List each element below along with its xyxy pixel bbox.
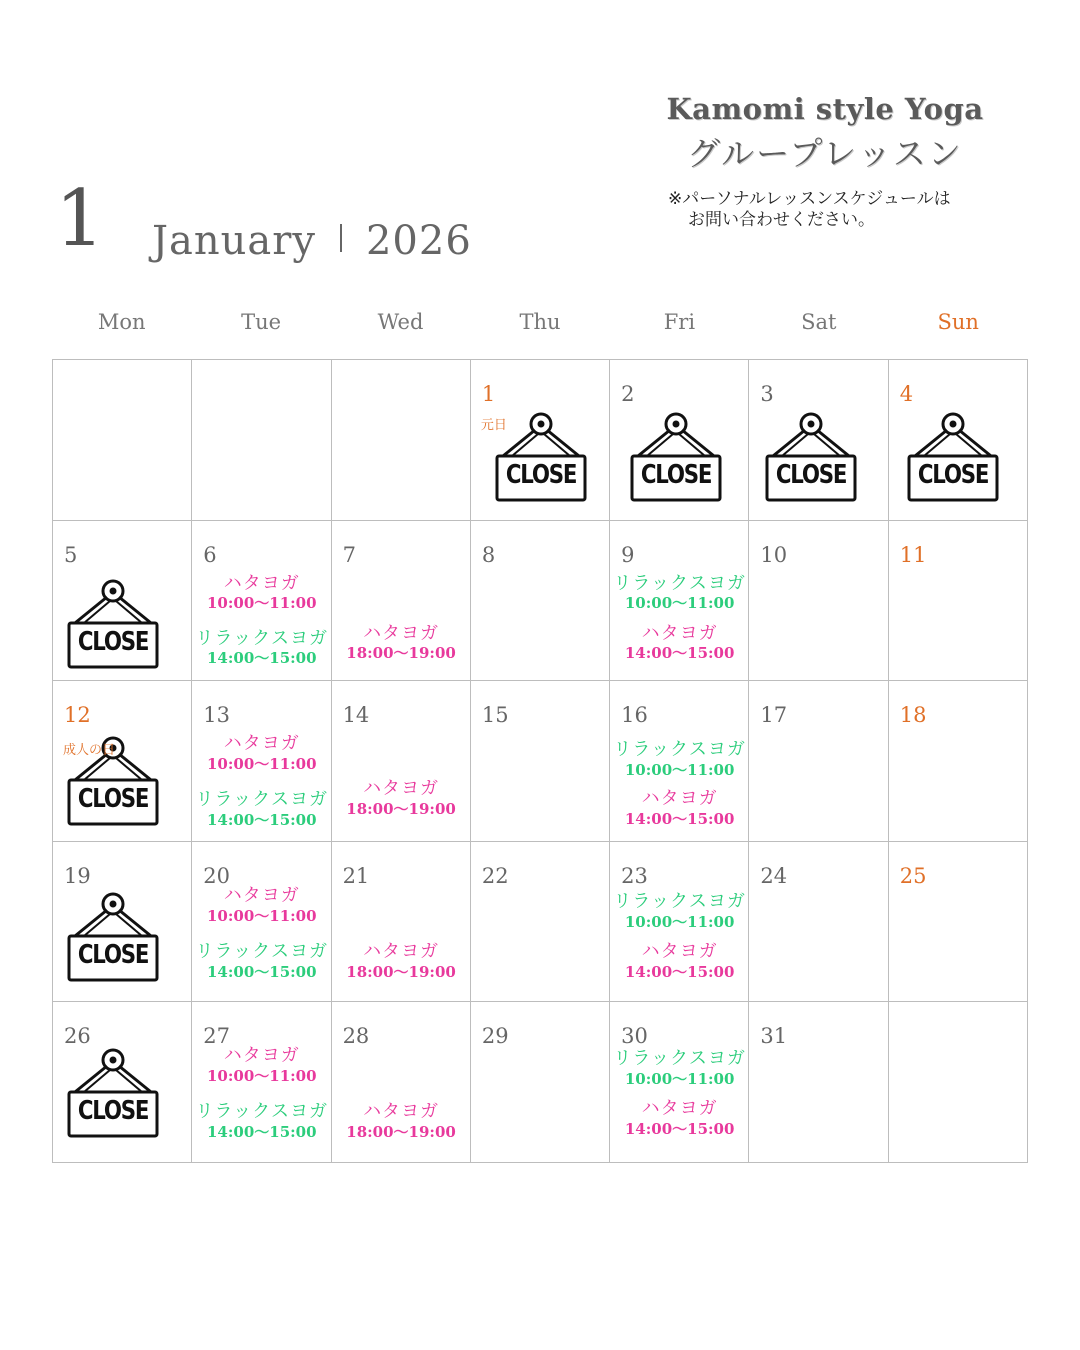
weekday-tue: Tue bbox=[241, 310, 282, 334]
lesson-name: ハタヨガ bbox=[223, 1045, 300, 1067]
weekday-sat: Sat bbox=[801, 310, 837, 334]
day-cell-27 bbox=[192, 1002, 331, 1163]
weekday-fri: Fri bbox=[663, 310, 696, 334]
month-name: January bbox=[152, 218, 316, 264]
day-cell-18 bbox=[889, 681, 1028, 842]
lesson-relax bbox=[610, 740, 749, 778]
close-text: CLOSE bbox=[77, 939, 149, 970]
day-number: 11 bbox=[899, 542, 927, 567]
brand-name: Kamomi style Yoga bbox=[666, 92, 984, 126]
close-text: CLOSE bbox=[77, 784, 149, 815]
lesson-hata bbox=[192, 734, 331, 772]
lesson-name: ハタヨガ bbox=[363, 1101, 440, 1123]
weekday-mon: Mon bbox=[97, 310, 146, 334]
lesson-time: 14:00〜15:00 bbox=[624, 809, 735, 828]
lesson-time: 14:00〜15:00 bbox=[624, 644, 735, 663]
lesson-hata bbox=[332, 624, 471, 662]
lesson-time: 10:00〜11:00 bbox=[624, 912, 735, 931]
day-number: 2 bbox=[621, 382, 635, 406]
day-number: 30 bbox=[621, 1024, 648, 1049]
day-cell-2 bbox=[610, 360, 749, 521]
lesson-relax bbox=[610, 892, 749, 930]
day-cell-16 bbox=[610, 681, 749, 842]
lesson-name: ハタヨガ bbox=[223, 572, 300, 594]
day-number: 23 bbox=[621, 863, 648, 888]
lesson-time: 14:00〜15:00 bbox=[206, 649, 317, 668]
lesson-time: 10:00〜11:00 bbox=[206, 754, 317, 773]
lesson-time: 10:00〜11:00 bbox=[624, 760, 735, 779]
close-text: CLOSE bbox=[77, 1096, 149, 1127]
day-cell-14 bbox=[332, 681, 471, 842]
close-sign-icon bbox=[907, 412, 999, 502]
day-number: 21 bbox=[342, 863, 370, 888]
day-cell-23 bbox=[610, 842, 749, 1003]
lesson-name: ハタヨガ bbox=[641, 622, 718, 644]
close-text: CLOSE bbox=[776, 460, 847, 490]
day-cell-22 bbox=[471, 842, 610, 1003]
lesson-relax bbox=[192, 942, 331, 980]
day-cell-30 bbox=[610, 1002, 749, 1163]
close-text: CLOSE bbox=[77, 626, 149, 657]
lesson-name: リラックスヨガ bbox=[613, 739, 746, 761]
day-cell-4 bbox=[889, 360, 1028, 521]
lesson-name: リラックスヨガ bbox=[195, 627, 329, 649]
day-number: 18 bbox=[899, 703, 927, 728]
holiday-label: 成人の日 bbox=[63, 743, 116, 759]
day-number: 3 bbox=[760, 382, 774, 406]
day-cell-empty bbox=[332, 360, 471, 521]
day-cell-28 bbox=[332, 1002, 471, 1163]
day-number: 13 bbox=[203, 703, 231, 728]
lesson-time: 18:00〜19:00 bbox=[346, 799, 456, 818]
day-cell-7 bbox=[332, 521, 471, 682]
day-cell-empty bbox=[889, 1002, 1028, 1163]
day-number: 1 bbox=[481, 382, 496, 406]
day-number: 31 bbox=[760, 1024, 788, 1049]
lesson-name: ハタヨガ bbox=[223, 884, 300, 906]
lesson-name: リラックスヨガ bbox=[613, 1048, 746, 1070]
day-cell-31 bbox=[749, 1002, 888, 1163]
lesson-name: ハタヨガ bbox=[363, 940, 440, 962]
month-title bbox=[152, 218, 472, 264]
lesson-hata bbox=[192, 574, 331, 612]
day-number: 24 bbox=[760, 863, 788, 888]
day-cell-20 bbox=[192, 842, 331, 1003]
day-number: 27 bbox=[203, 1024, 231, 1049]
close-sign-icon bbox=[495, 412, 587, 502]
lesson-time: 18:00〜19:00 bbox=[346, 1123, 456, 1142]
day-number: 5 bbox=[64, 542, 78, 567]
day-number: 17 bbox=[760, 703, 788, 728]
close-text: CLOSE bbox=[640, 460, 712, 490]
day-cell-11 bbox=[889, 521, 1028, 682]
day-number: 28 bbox=[342, 1024, 370, 1049]
lesson-hata bbox=[332, 942, 471, 980]
lesson-name: ハタヨガ bbox=[641, 940, 718, 962]
day-cell-15 bbox=[471, 681, 610, 842]
year: 2026 bbox=[365, 218, 472, 264]
day-number: 14 bbox=[342, 703, 370, 728]
day-cell-empty bbox=[192, 360, 331, 521]
close-sign-icon bbox=[67, 1048, 159, 1138]
lesson-name: リラックスヨガ bbox=[613, 572, 746, 594]
day-number: 26 bbox=[64, 1024, 91, 1049]
day-number: 20 bbox=[203, 863, 231, 888]
lesson-relax bbox=[610, 574, 749, 612]
day-cell-13 bbox=[192, 681, 331, 842]
close-sign-icon bbox=[630, 412, 722, 502]
lesson-hata bbox=[192, 1046, 331, 1084]
lesson-hata bbox=[610, 1099, 749, 1137]
lesson-hata bbox=[610, 624, 749, 662]
day-number: 16 bbox=[621, 703, 648, 728]
brand-subtitle: グループレッスン bbox=[687, 134, 963, 173]
weekday-thu: Thu bbox=[519, 310, 561, 334]
lesson-time: 10:00〜11:00 bbox=[206, 594, 317, 613]
lesson-relax bbox=[192, 629, 331, 667]
day-number: 12 bbox=[64, 703, 91, 728]
day-number: 6 bbox=[203, 542, 217, 567]
lesson-name: リラックスヨガ bbox=[195, 1101, 329, 1123]
day-cell-19 bbox=[53, 842, 192, 1003]
day-cell-10 bbox=[749, 521, 888, 682]
holiday-label: 元日 bbox=[480, 418, 507, 433]
day-number: 7 bbox=[342, 542, 356, 567]
lesson-time: 14:00〜15:00 bbox=[206, 962, 317, 981]
lesson-time: 18:00〜19:00 bbox=[346, 962, 456, 981]
day-cell-17 bbox=[749, 681, 888, 842]
weekday-sun: Sun bbox=[937, 310, 979, 334]
lesson-time: 10:00〜11:00 bbox=[206, 1067, 317, 1086]
lesson-time: 10:00〜11:00 bbox=[624, 594, 735, 613]
note-line-1: ※パーソナルレッスンスケジュールは bbox=[668, 189, 951, 209]
note-line-2: お問い合わせください。 bbox=[688, 210, 875, 230]
day-number: 10 bbox=[760, 542, 788, 567]
day-cell-12 bbox=[53, 681, 192, 842]
lesson-name: ハタヨガ bbox=[641, 788, 718, 810]
lesson-time: 10:00〜11:00 bbox=[206, 906, 317, 925]
close-sign-icon bbox=[67, 892, 159, 982]
lesson-name: ハタヨガ bbox=[641, 1098, 718, 1120]
title-separator bbox=[340, 224, 342, 252]
weekday-header bbox=[52, 310, 1028, 334]
lesson-name: リラックスヨガ bbox=[613, 890, 746, 912]
day-cell-6 bbox=[192, 521, 331, 682]
lesson-name: ハタヨガ bbox=[363, 778, 440, 800]
day-cell-26 bbox=[53, 1002, 192, 1163]
day-cell-21 bbox=[332, 842, 471, 1003]
day-number: 25 bbox=[899, 863, 927, 888]
lesson-name: リラックスヨガ bbox=[195, 940, 329, 962]
lesson-hata bbox=[332, 779, 471, 817]
brand bbox=[640, 92, 1010, 175]
close-sign-icon bbox=[67, 579, 159, 669]
lesson-name: リラックスヨガ bbox=[195, 789, 329, 811]
lesson-relax bbox=[610, 1049, 749, 1087]
day-number: 4 bbox=[899, 382, 914, 406]
day-cell-1 bbox=[471, 360, 610, 521]
day-cell-5 bbox=[53, 521, 192, 682]
lesson-time: 14:00〜15:00 bbox=[206, 1123, 317, 1142]
lesson-name: ハタヨガ bbox=[223, 733, 300, 755]
lesson-hata bbox=[610, 789, 749, 827]
day-cell-25 bbox=[889, 842, 1028, 1003]
day-cell-29 bbox=[471, 1002, 610, 1163]
day-number: 9 bbox=[621, 542, 635, 567]
day-number: 22 bbox=[481, 863, 509, 888]
close-text: CLOSE bbox=[505, 460, 577, 490]
day-cell-empty bbox=[53, 360, 192, 521]
day-cell-24 bbox=[749, 842, 888, 1003]
lesson-time: 14:00〜15:00 bbox=[206, 810, 317, 829]
close-sign-icon bbox=[765, 412, 857, 502]
calendar-grid bbox=[52, 359, 1028, 1163]
lesson-hata bbox=[332, 1102, 471, 1140]
day-cell-9 bbox=[610, 521, 749, 682]
month-number: 1 bbox=[55, 174, 105, 264]
lesson-time: 10:00〜11:00 bbox=[624, 1070, 735, 1089]
lesson-name: ハタヨガ bbox=[363, 622, 440, 644]
day-number: 8 bbox=[481, 542, 496, 567]
day-cell-8 bbox=[471, 521, 610, 682]
lesson-hata bbox=[610, 942, 749, 980]
day-cell-3 bbox=[749, 360, 888, 521]
lesson-relax bbox=[192, 790, 331, 828]
weekday-wed: Wed bbox=[377, 310, 424, 334]
day-number: 15 bbox=[481, 703, 509, 728]
personal-lesson-note bbox=[668, 189, 951, 231]
lesson-time: 14:00〜15:00 bbox=[624, 962, 735, 981]
close-text: CLOSE bbox=[917, 460, 988, 490]
day-number: 19 bbox=[64, 863, 91, 888]
day-number: 29 bbox=[481, 1024, 509, 1049]
lesson-relax bbox=[192, 1102, 331, 1140]
lesson-time: 14:00〜15:00 bbox=[624, 1120, 735, 1139]
lesson-time: 18:00〜19:00 bbox=[346, 644, 456, 663]
lesson-hata bbox=[192, 886, 331, 924]
